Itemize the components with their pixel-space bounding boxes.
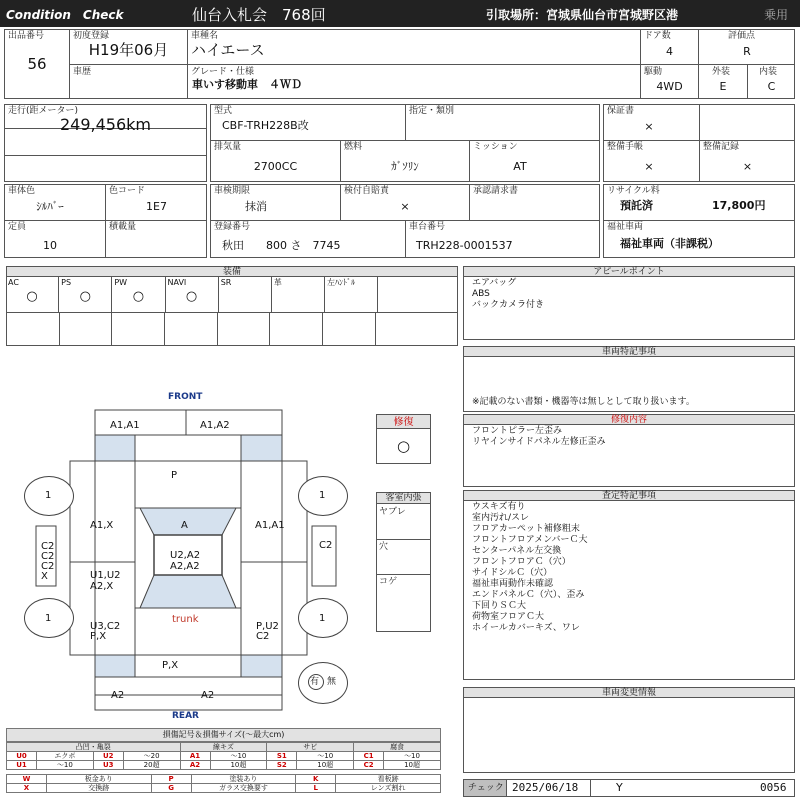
welfare: 福祉車両（非課税） bbox=[620, 237, 719, 250]
equipment-value: ○ bbox=[79, 289, 91, 304]
text-line: ホイールカバーキズ、ワレ bbox=[472, 623, 580, 633]
mark-rear-bumper-right: A2 bbox=[201, 690, 215, 701]
mark-right-rear-2: C2 bbox=[256, 631, 270, 642]
appeal-lines bbox=[472, 278, 544, 311]
legend-text: ガラス交換要す bbox=[191, 784, 296, 793]
mileage: 249,456km bbox=[60, 115, 152, 134]
equipment-label: PS bbox=[61, 278, 72, 287]
approval-label: 承認請求書 bbox=[473, 186, 519, 196]
equipment-value: ○ bbox=[26, 289, 38, 304]
text-line: エアバッグ bbox=[472, 278, 517, 288]
mark-hood: P bbox=[171, 470, 178, 481]
mileage-label: 走行(距メーター) bbox=[8, 106, 79, 116]
mark-left-front: A1,X bbox=[90, 520, 114, 531]
mark-left-sill-4: X bbox=[41, 571, 48, 582]
legend-code: S1 bbox=[267, 752, 297, 761]
text-line: フロントフロアＣ（穴） bbox=[472, 557, 571, 567]
text-line: 室内汚れ/スレ bbox=[472, 513, 530, 523]
text-line: エンドパネルＣ（穴）、歪み bbox=[472, 590, 585, 600]
text-line: フロアカーペット補修粗末 bbox=[472, 524, 580, 534]
history-label: 車歴 bbox=[73, 67, 92, 77]
spare-yes: 有 bbox=[310, 677, 320, 687]
legend-text: 10超 bbox=[297, 761, 354, 770]
mark-right-rear-1: P,U2 bbox=[256, 621, 279, 632]
color-code-label: 色コード bbox=[109, 186, 146, 196]
legend-text: 10超 bbox=[210, 761, 267, 770]
legend-text: 10超 bbox=[384, 761, 441, 770]
check-label: チェック bbox=[468, 783, 504, 793]
inspection: 抹消 bbox=[245, 200, 267, 213]
mark-left-mid-1: U1,U2 bbox=[90, 570, 121, 581]
mark-roof-2: A2,A2 bbox=[170, 561, 200, 572]
header-left: Condition Check bbox=[6, 8, 124, 22]
equipment-value: ○ bbox=[185, 289, 198, 304]
mark-left-sill-1: C2 bbox=[41, 541, 55, 552]
mark-windshield: A bbox=[181, 520, 188, 531]
legend-text: 20超 bbox=[123, 761, 180, 770]
recycle-label: リサイクル料 bbox=[607, 186, 660, 196]
tire-rear-left-value: 1 bbox=[45, 613, 52, 624]
insurance: × bbox=[400, 200, 410, 213]
drive: 4WD bbox=[656, 80, 683, 93]
text-line: センターパネル左交換 bbox=[472, 546, 562, 556]
mark-right-sill: C2 bbox=[319, 540, 333, 551]
grade: 車いす移動車 ４ＷＤ bbox=[192, 78, 302, 91]
warranty: × bbox=[644, 120, 654, 133]
legend-text: 交換跡 bbox=[46, 784, 151, 793]
drive-label: 駆動 bbox=[644, 67, 663, 77]
legend-text: 〜10 bbox=[36, 761, 93, 770]
chassis: TRH228-0001537 bbox=[416, 239, 513, 252]
equipment-value: ○ bbox=[132, 289, 145, 304]
text-line: ウスキズ有り bbox=[472, 502, 526, 512]
manual: × bbox=[644, 160, 654, 173]
legend-title: 損傷記号＆損傷サイズ(〜最大cm) bbox=[6, 728, 441, 742]
mark-front-bumper-right: A1,A2 bbox=[200, 420, 230, 431]
legend-code: W bbox=[7, 775, 47, 784]
cabin-title: 客室内張 bbox=[377, 493, 430, 504]
model-name-label: 車種名 bbox=[191, 31, 219, 41]
recycle-status: 預託済 bbox=[620, 199, 653, 212]
equipment-4 bbox=[219, 277, 272, 312]
spare-none: 無 bbox=[327, 677, 337, 687]
equipment-label: SR bbox=[220, 278, 232, 287]
load-label: 積載量 bbox=[109, 222, 137, 232]
first-reg: H19年06月 bbox=[88, 41, 169, 59]
service-record: × bbox=[742, 160, 753, 173]
check-date: 2025/06/18 bbox=[512, 781, 579, 794]
interior: C bbox=[767, 80, 776, 93]
type: CBF-TRH228B改 bbox=[222, 119, 309, 132]
fuel: ｶﾞｿﾘﾝ bbox=[391, 160, 419, 173]
interior-label: 内装 bbox=[759, 67, 778, 77]
equipment-1 bbox=[59, 277, 112, 312]
text-line: 福祉車両動作未確認 bbox=[472, 579, 554, 589]
legend-code: U3 bbox=[93, 761, 123, 770]
legend-code: K bbox=[296, 775, 336, 784]
text-line: サイドシルＣ（穴） bbox=[472, 568, 553, 578]
check-number: 0056 bbox=[760, 781, 787, 794]
type-label: 型式 bbox=[214, 106, 233, 116]
legend-code: X bbox=[7, 784, 47, 793]
legend-code: C2 bbox=[354, 761, 384, 770]
equipment-2 bbox=[112, 277, 165, 312]
mark-right-front: A1,A1 bbox=[255, 520, 285, 531]
legend-code: U2 bbox=[93, 752, 123, 761]
plate-label: 登録番号 bbox=[214, 222, 251, 232]
first-reg-label: 初度登録 bbox=[73, 31, 110, 41]
text-line: 荷物室フロアＣ大 bbox=[472, 612, 545, 622]
legend-text: レンズ割れ bbox=[336, 784, 441, 793]
legend-code: U0 bbox=[7, 752, 37, 761]
trunk-label: trunk bbox=[172, 614, 199, 625]
designation-label: 指定・類別 bbox=[409, 106, 455, 116]
mark-rear-gate: P,X bbox=[162, 660, 179, 671]
mark-left-sill-2: C2 bbox=[41, 551, 55, 562]
mark-roof-1: U2,A2 bbox=[170, 550, 201, 561]
equipment-title: 装備 bbox=[7, 267, 457, 277]
lot-number: 56 bbox=[27, 55, 47, 73]
mark-front-bumper-left: A1,A1 bbox=[110, 420, 140, 431]
special-note: ※記載のない書類・機器等は無しとして取り扱います。 bbox=[472, 397, 695, 407]
inspection-notes-title: 査定特記事項 bbox=[464, 491, 794, 501]
color-code: 1E7 bbox=[146, 200, 167, 213]
legend-text: エクボ bbox=[36, 752, 93, 761]
legend-code: A1 bbox=[180, 752, 210, 761]
grade-label: グレード・仕様 bbox=[191, 67, 255, 77]
front-label: FRONT bbox=[168, 392, 203, 402]
equipment-label: AC bbox=[8, 278, 19, 287]
legend-code: G bbox=[151, 784, 191, 793]
legend-text: 〜10 bbox=[384, 752, 441, 761]
tire-rear-right-value: 1 bbox=[319, 613, 326, 624]
legend-code: L bbox=[296, 784, 336, 793]
score-label: 評価点 bbox=[728, 31, 756, 41]
text-line: フロントフロアメンバーＣ大 bbox=[472, 535, 588, 545]
rear-label: REAR bbox=[172, 711, 199, 721]
mark-left-sill-3: C2 bbox=[41, 561, 55, 572]
text-line: 下回りＳＣ大 bbox=[472, 601, 527, 611]
cabin-hole: 穴 bbox=[379, 542, 389, 552]
equipment-0 bbox=[6, 277, 59, 312]
text-line: ABS bbox=[472, 289, 490, 299]
mission: AT bbox=[513, 160, 527, 173]
repair-history-title: 修復 bbox=[393, 417, 414, 428]
special-title: 車両特記事項 bbox=[464, 347, 794, 357]
legend-text: 〜10 bbox=[210, 752, 267, 761]
exterior-label: 外装 bbox=[712, 67, 731, 77]
legend-code: S2 bbox=[267, 761, 297, 770]
legend-code: P bbox=[151, 775, 191, 784]
insurance-label: 検付自賠責 bbox=[344, 186, 390, 196]
mark-left-rear-1: U3,C2 bbox=[90, 621, 121, 632]
service-record-label: 整備記録 bbox=[703, 142, 740, 152]
displacement: 2700CC bbox=[253, 160, 298, 173]
category: 乗用 bbox=[764, 8, 789, 22]
manual-label: 整備手帳 bbox=[607, 142, 644, 152]
mark-left-rear-2: P,X bbox=[90, 631, 107, 642]
mark-left-mid-2: A2,X bbox=[90, 581, 114, 592]
capacity-label: 定員 bbox=[8, 222, 27, 232]
equipment-items bbox=[6, 277, 458, 312]
model-name: ハイエース bbox=[191, 41, 265, 59]
repair-content-title: 修復内容 bbox=[464, 415, 794, 425]
mark-rear-bumper-left: A2 bbox=[111, 690, 125, 701]
fuel-label: 燃料 bbox=[344, 142, 363, 152]
legend-table: 凸凹・亀裂 線キズ サビ 腐食 U0 エクボ U2 〜20 A1 〜10 S1 〜10 C1 〜10 U1 〜10 U3 20超 A2 10超 S2 10超 C2 10超 bbox=[6, 742, 441, 770]
legend-code: A2 bbox=[180, 761, 210, 770]
legend-code: C1 bbox=[354, 752, 384, 761]
legend-text: 〜20 bbox=[123, 752, 180, 761]
mission-label: ミッション bbox=[473, 142, 518, 152]
tire-front-right-value: 1 bbox=[319, 490, 326, 501]
text-line: リヤインサイドパネル左修正歪み bbox=[472, 437, 606, 447]
equipment-label: 左ﾊﾝﾄﾞﾙ bbox=[327, 278, 356, 287]
changes-title: 車両変更情報 bbox=[464, 688, 794, 698]
tire-front-left-value: 1 bbox=[45, 490, 52, 501]
doors: 4 bbox=[666, 45, 673, 58]
cabin-burn: コゲ bbox=[379, 577, 398, 587]
pickup-location: 引取場所：宮城県仙台市宮城野区港 bbox=[486, 8, 679, 22]
legend-code: U1 bbox=[7, 761, 37, 770]
legend-text: 板金あり bbox=[46, 775, 151, 784]
color: ｼﾙﾊﾞｰ bbox=[36, 200, 64, 213]
text-line: フロントピラー左歪み bbox=[472, 426, 563, 436]
appeal-title: アピールポイント bbox=[464, 267, 794, 277]
doors-label: ドア数 bbox=[644, 31, 671, 41]
cabin-tear: ヤブレ bbox=[379, 507, 406, 517]
recycle-fee: 17,800円 bbox=[712, 199, 766, 212]
check-mark: Y bbox=[616, 781, 623, 794]
legend-text: 看板跡 bbox=[336, 775, 441, 784]
legend-text: 塗装あり bbox=[191, 775, 296, 784]
equipment-6 bbox=[325, 277, 378, 312]
repair-history-value: ○ bbox=[396, 437, 411, 455]
lot-label: 出品番号 bbox=[8, 31, 45, 41]
text-line: バックカメラ付き bbox=[472, 300, 545, 310]
score: R bbox=[743, 45, 751, 58]
auction-title: 仙台入札会 768回 bbox=[192, 6, 326, 24]
color-label: 車体色 bbox=[8, 186, 36, 196]
inspection-label: 車検期限 bbox=[214, 186, 251, 196]
plate: 秋田 800 さ 7745 bbox=[222, 239, 341, 252]
equipment-label: NAVI bbox=[167, 278, 187, 287]
equipment-5 bbox=[272, 277, 325, 312]
chassis-label: 車台番号 bbox=[409, 222, 446, 232]
warranty-label: 保証書 bbox=[607, 106, 635, 116]
legend-other-table bbox=[6, 774, 441, 793]
exterior: E bbox=[719, 80, 727, 93]
welfare-label: 福祉車両 bbox=[607, 222, 644, 232]
displacement-label: 排気量 bbox=[214, 142, 242, 152]
capacity: 10 bbox=[43, 239, 57, 252]
equipment-label: PW bbox=[114, 278, 128, 287]
changes-box bbox=[463, 687, 795, 773]
inspection-notes-lines bbox=[472, 502, 588, 634]
equipment-label: 革 bbox=[273, 278, 282, 287]
repair-lines bbox=[472, 426, 606, 448]
legend-text: 〜10 bbox=[297, 752, 354, 761]
equipment-3 bbox=[166, 277, 219, 312]
